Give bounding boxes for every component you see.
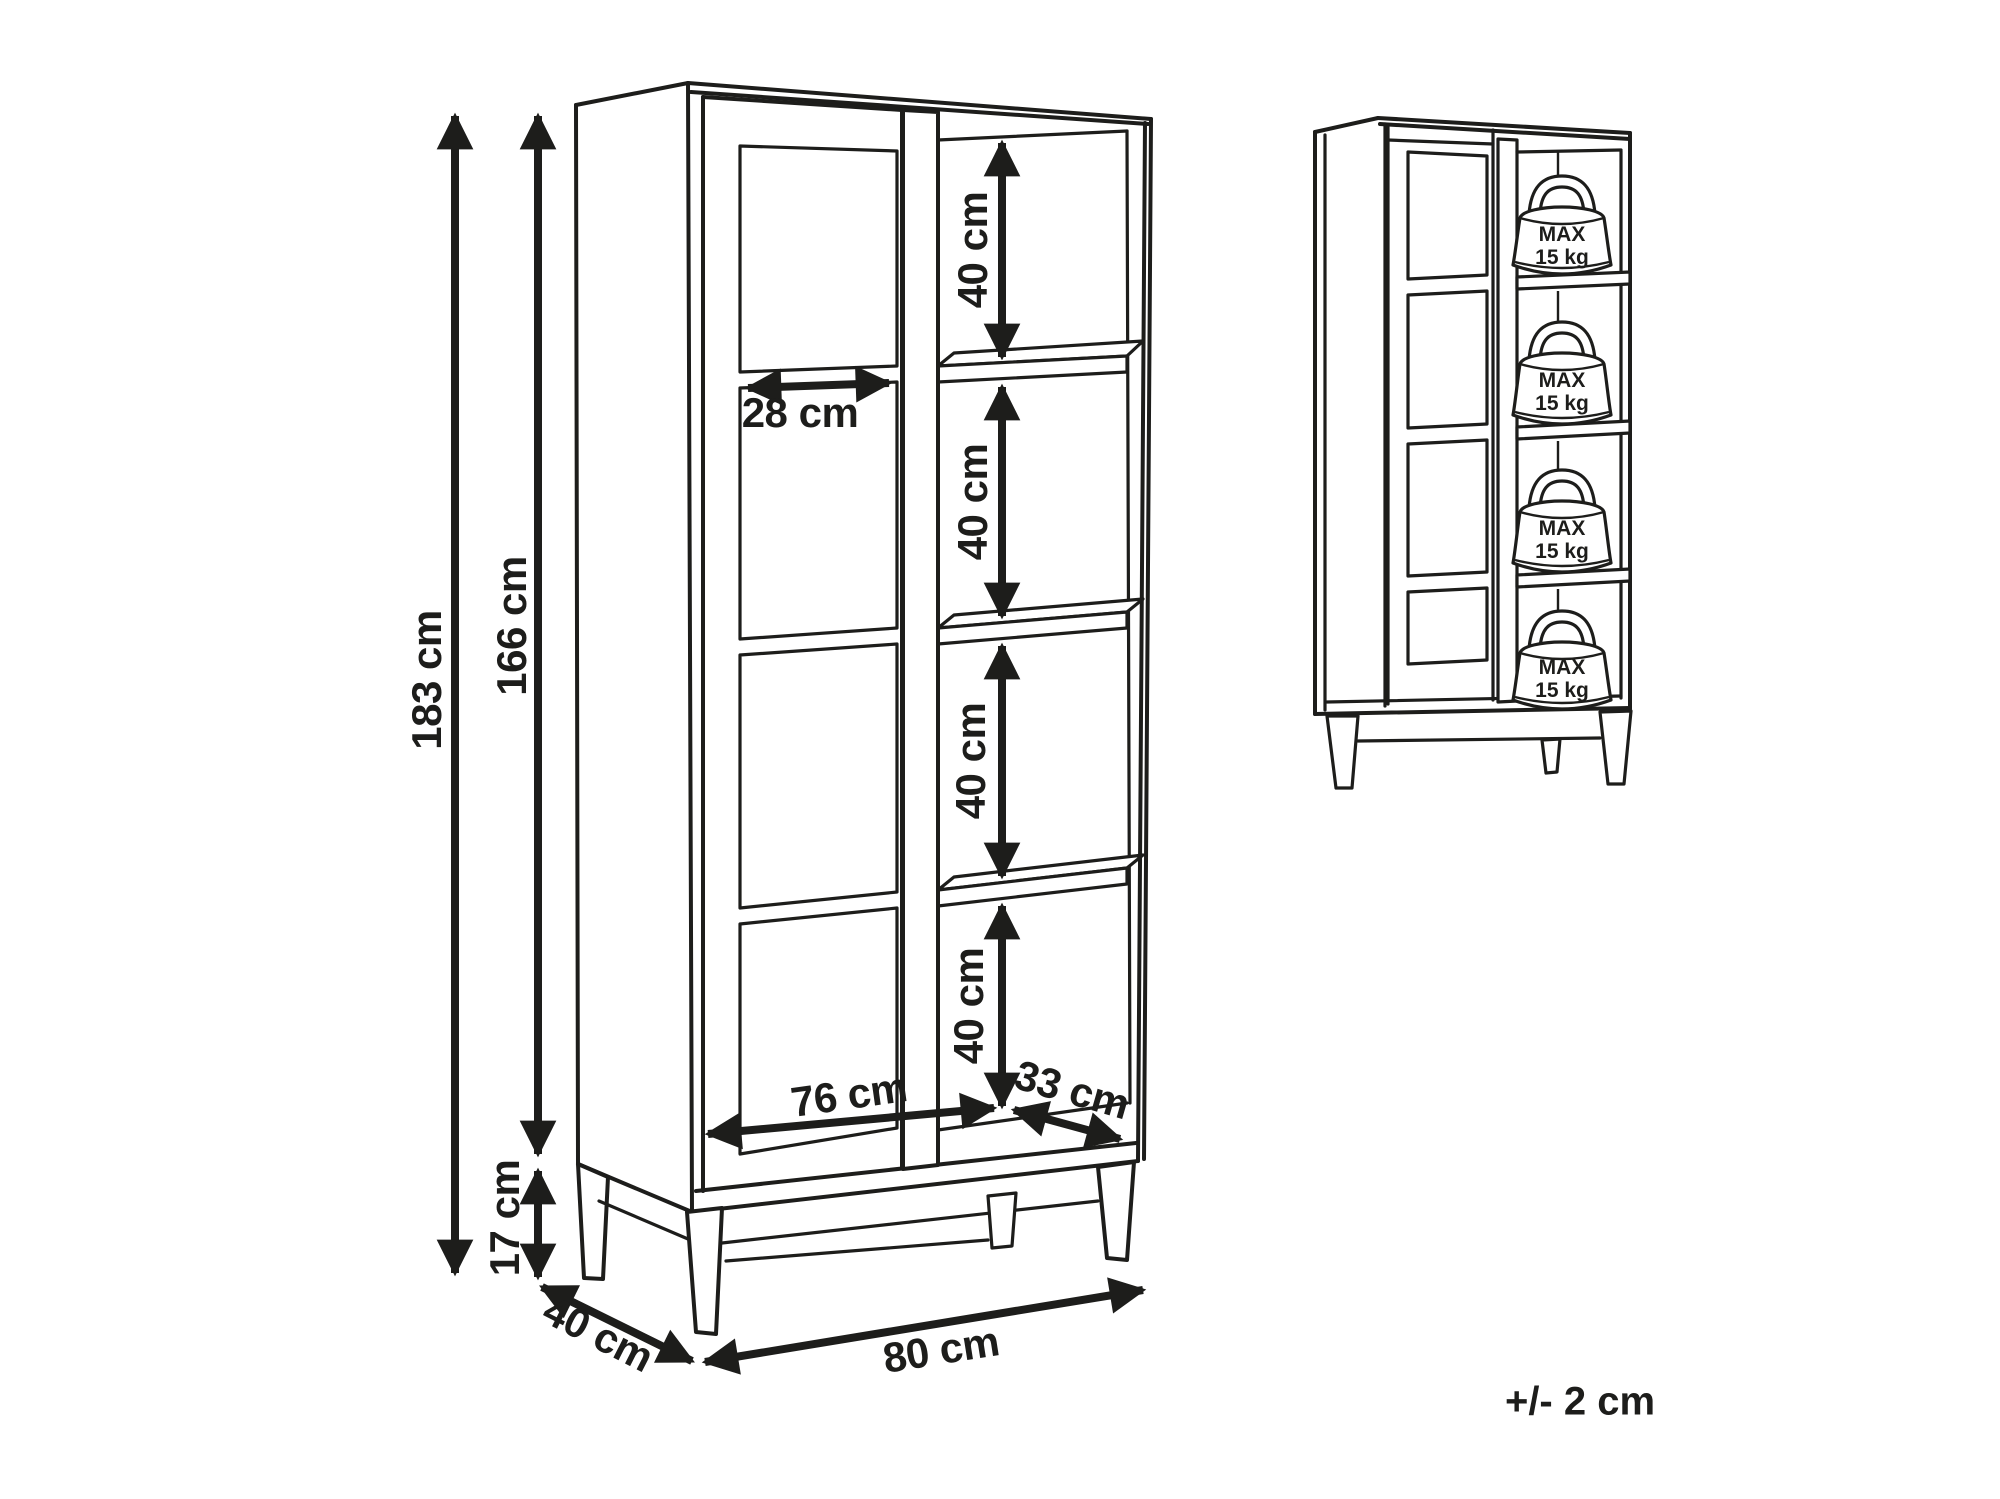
tolerance-note: +/- 2 cm <box>1504 1379 1656 1424</box>
dim-inner-width-label: 76 cm <box>787 1063 910 1126</box>
max-load-line1: MAX <box>1538 223 1586 246</box>
max-load-line1: MAX <box>1538 656 1586 679</box>
max-load-label <box>1535 223 1589 269</box>
max-load-line2: 15 kg <box>1535 540 1589 563</box>
max-load-label <box>1535 369 1589 415</box>
dim-inner-depth-label: 33 cm <box>1009 1050 1135 1129</box>
dim-shelf-gap-3-label: 40 cm <box>947 702 994 820</box>
dim-width-label: 80 cm <box>879 1317 1003 1382</box>
dim-body-height-label: 166 cm <box>488 556 535 696</box>
dimension-arrows <box>455 116 1143 1362</box>
dim-shelf-gap-4-label: 40 cm <box>945 947 992 1065</box>
max-load-label <box>1535 517 1589 563</box>
dim-shelf-gap-2-label: 40 cm <box>949 443 996 561</box>
arrow-door-glass-width <box>748 383 889 388</box>
dim-door-glass-label: 28 cm <box>741 389 859 436</box>
max-load-line1: MAX <box>1538 369 1586 392</box>
dim-total-height-label: 183 cm <box>403 610 450 750</box>
main-cabinet-drawing <box>576 83 1151 1334</box>
max-load-line2: 15 kg <box>1535 679 1589 702</box>
max-load-line2: 15 kg <box>1535 392 1589 415</box>
max-load-label <box>1535 656 1589 702</box>
dim-depth-label: 40 cm <box>535 1286 661 1381</box>
max-load-line2: 15 kg <box>1535 246 1589 269</box>
dim-shelf-gap-1-label: 40 cm <box>949 191 996 309</box>
dim-leg-height-label: 17 cm <box>481 1159 528 1277</box>
max-load-line1: MAX <box>1538 517 1586 540</box>
